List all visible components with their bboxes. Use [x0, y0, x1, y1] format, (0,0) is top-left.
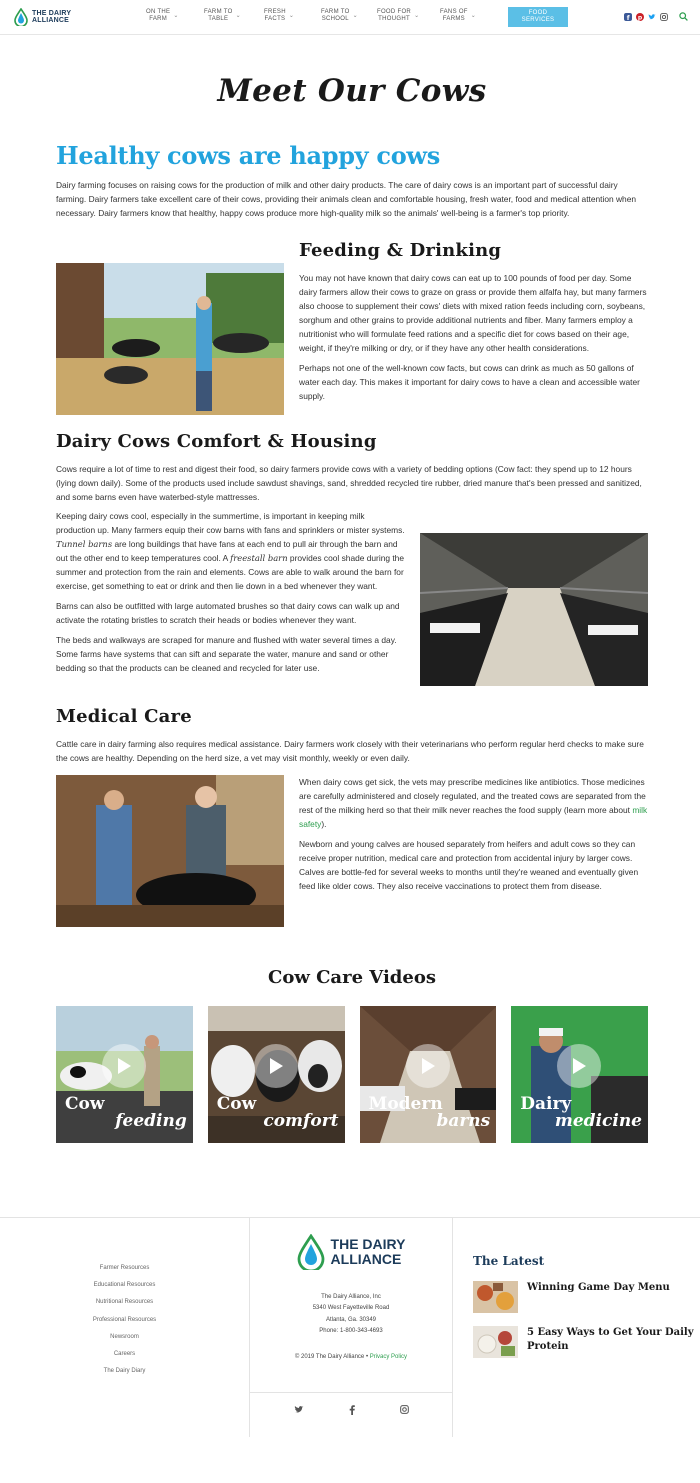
latest-heading: The Latest	[473, 1254, 545, 1268]
comfort-paragraph-3: The beds and walkways are scraped for manure and flushed with water several times a day. Some farms have systems that can sift and separate the water, manure and sand or other bedding so that the products can be cleaned and recycled for later use.	[56, 635, 397, 673]
barn-photo	[420, 533, 648, 686]
comfort-section	[56, 509, 648, 686]
play-button[interactable]	[254, 1044, 298, 1088]
medical-paragraph-1	[299, 775, 648, 831]
address-block	[250, 1292, 452, 1337]
medical-text	[299, 775, 648, 927]
medical-intro: Cattle care in dairy farming also requires medical assistance. Dairy farmers work closely with their veterinarians who perform regular herd checks to make sure the cows are healthy. Depending on the herd size, a vet may visit monthly, weekly or even daily.	[56, 739, 644, 763]
chevron-down-icon: ⌄	[414, 12, 420, 19]
svg-text:p: p	[637, 14, 643, 21]
video-title-word2: comfort	[263, 1111, 339, 1131]
chevron-down-icon: ⌄	[288, 12, 295, 19]
site-header	[0, 0, 700, 35]
nav-label-line2: FARM	[149, 16, 168, 22]
nav-fresh-facts[interactable]	[264, 9, 321, 23]
address-org: The Dairy Alliance, Inc	[321, 1294, 381, 1300]
privacy-policy-link[interactable]: Privacy Policy	[369, 1354, 408, 1361]
facebook-icon[interactable]	[624, 13, 632, 21]
nav-label-line1: FARM TO	[321, 9, 350, 15]
latest-item[interactable]	[473, 1281, 700, 1313]
feeding-photo	[56, 263, 284, 415]
nav-label-line2: THOUGHT	[378, 16, 410, 22]
nav-label-line2: FACTS	[264, 16, 286, 22]
header-social	[624, 13, 668, 21]
play-icon	[116, 1057, 132, 1075]
nav-label-line2: SCHOOL	[321, 16, 349, 22]
comfort-text	[56, 509, 405, 686]
footer-link-newsroom[interactable]: Newsroom	[110, 1333, 139, 1340]
text-span: ).	[321, 819, 327, 829]
footer-latest	[453, 1218, 700, 1437]
footer-logo[interactable]	[250, 1234, 452, 1270]
comfort-paragraph-1	[56, 509, 405, 593]
logo-line-1: THE DAIRY	[32, 9, 72, 17]
play-icon	[268, 1057, 284, 1075]
video-title-word1: Cow	[216, 1094, 257, 1114]
video-card-dairy-medicine[interactable]	[511, 1006, 648, 1143]
intro-paragraph: Dairy farming focuses on raising cows for the production of milk and other dairy products. The care of dairy cows is an important part of successful dairy farming. Dairy farmers take excellent care of their cows, providing their animals clean and comfortable housing, fresh water, food and medical attention when necessary. Dairy farmers know that healthy, happy cows produce more high-quality milk so the animals' well-being is a farmer's top priority.	[56, 180, 637, 218]
play-button[interactable]	[406, 1044, 450, 1088]
milk-safety-link[interactable]: milk safety	[299, 805, 648, 829]
videos-heading: Cow Care Videos	[268, 967, 436, 988]
headline: Healthy cows are happy cows	[56, 141, 440, 170]
main-nav	[146, 9, 490, 23]
video-title-word2: medicine	[554, 1111, 642, 1131]
video-title-word1: Dairy	[520, 1094, 572, 1114]
latest-thumbnail	[473, 1326, 518, 1358]
footer-links	[0, 1218, 250, 1437]
cta-line1: FOOD	[528, 10, 548, 16]
nav-label-line1: FANS OF	[440, 9, 468, 15]
text-span: are long buildings that have fans at each end to pull air through the barn and out the other end to keep temperatures cool. A	[56, 539, 398, 563]
comfort-heading: Dairy Cows Comfort & Housing	[56, 431, 377, 452]
video-card-cow-feeding[interactable]	[56, 1006, 193, 1143]
search-icon[interactable]	[679, 12, 688, 21]
latest-title: 5 Easy Ways to Get Your Daily Protein	[527, 1327, 694, 1352]
site-logo[interactable]	[14, 8, 124, 26]
food-services-button[interactable]	[508, 7, 568, 27]
medical-paragraph-2: Newborn and young calves are housed separately from heifers and adult cows so they can receive proper nutrition, medical care and protection from accidental injury by larger cows. Calves are bottle-fed for several weeks to months until they're weaned and eventually given feed like older cows. They also receive vaccinations to protect them from disease.	[299, 839, 639, 891]
latest-title: Winning Game Day Menu	[527, 1282, 670, 1293]
footer-logo-line1: THE DAIRY	[330, 1236, 406, 1252]
video-card-cow-comfort[interactable]	[208, 1006, 345, 1143]
site-footer	[0, 1217, 700, 1437]
feeding-section	[56, 240, 648, 415]
feeding-paragraph-1: You may not have known that dairy cows can eat up to 100 pounds of food per day. Some dairy farmers allow their cows to graze on grass or provide them alfalfa hay, but many farmers also choose to supplement their cows' diets with mixed ration feeds including corn, soybeans, sorghum and other grains to provide additional nutrients and fiber. Many farmers employ a nutritionist who will formulate feed rations and a specific diet for cows based on their age, weight, if they're milking or dry, or if they have any other health considerations.	[299, 273, 647, 353]
footer-info	[250, 1218, 452, 1393]
video-title-word2: barns	[436, 1111, 491, 1131]
copyright-text: © 2019 The Dairy Alliance •	[294, 1354, 370, 1361]
video-title-word2: feeding	[115, 1111, 187, 1131]
freestall-barn-term: freestall barn	[230, 553, 288, 563]
text-span: When dairy cows get sick, the vets may prescribe medicines like antibiotics. Those medicines are carefully administered and closely regulated, and the treated cows are separated from the rest of the milking herd so that their milk never reaches the food supply (learn more about	[299, 777, 646, 815]
medical-heading: Medical Care	[56, 706, 192, 727]
play-button[interactable]	[102, 1044, 146, 1088]
footer-logo-line2: ALLIANCE	[330, 1251, 402, 1267]
nav-label-line1: ON THE	[146, 9, 171, 15]
nav-label-line1: FARM TO	[204, 9, 233, 15]
comfort-paragraph-2: Barns can also be outfitted with large automated brushes so that dairy cows can walk up and activate the rotating bristles to scratch their heads or bodies whenever they want.	[56, 601, 400, 625]
nav-label-line2: TABLE	[208, 16, 229, 22]
video-card-modern-barns[interactable]	[360, 1006, 497, 1143]
nav-farm-to-table[interactable]	[204, 9, 264, 23]
latest-thumbnail	[473, 1281, 518, 1313]
feeding-heading: Feeding & Drinking	[299, 240, 502, 261]
droplet-logo-icon	[14, 8, 28, 26]
main-content	[0, 73, 700, 1143]
footer-link-nutritional-resources[interactable]: Nutritional Resources	[95, 1299, 154, 1306]
instagram-icon[interactable]	[400, 1405, 409, 1414]
comfort-intro: Cows require a lot of time to rest and digest their food, so dairy farmers provide cows with a variety of bedding options (Cow fact: they spend up to 12 hours (lying down daily). Some of the products used include sawdust shavings, sand, shredded recycled tire rubber, dried manure that's been pressed and sanitized, and some barns even have waterbed-style mattresses.	[56, 464, 642, 502]
address-street: 5340 West Fayetteville Road	[312, 1305, 390, 1312]
footer-link-dairy-diary[interactable]: The Dairy Diary	[103, 1368, 146, 1375]
text-span: Keeping dairy cows cool, especially in the summertime, is important in keeping milk production up. Many farmers equip their cow barns with fans and sprinklers or mister systems.	[56, 511, 405, 535]
footer-link-professional-resources[interactable]: Professional Resources	[92, 1316, 157, 1323]
chevron-down-icon: ⌄	[235, 12, 241, 19]
svg-text:f: f	[626, 14, 630, 21]
play-icon	[571, 1057, 587, 1075]
nav-fans-of-farms[interactable]	[440, 9, 490, 23]
latest-item[interactable]	[473, 1326, 700, 1358]
nav-on-the-farm[interactable]	[146, 9, 204, 23]
instagram-icon[interactable]	[660, 13, 668, 21]
medical-section	[56, 775, 648, 927]
facebook-icon[interactable]	[349, 1405, 355, 1415]
chevron-down-icon: ⌄	[352, 12, 358, 19]
nav-label-line2: FARMS	[442, 16, 465, 22]
tunnel-barns-term: Tunnel barns	[56, 539, 113, 549]
twitter-icon[interactable]	[648, 13, 656, 21]
video-title-word1: Cow	[65, 1094, 105, 1114]
vet-photo	[56, 775, 284, 927]
nav-label-line1: FRESH	[264, 9, 286, 15]
play-button[interactable]	[557, 1044, 601, 1088]
feeding-paragraph-2: Perhaps not one of the well-known cow facts, but cows can drink as much as 50 gallons of water each day. This makes it important for dairy cows to have a clean and accessible water supply.	[299, 363, 640, 401]
twitter-icon[interactable]	[294, 1405, 304, 1414]
droplet-logo-icon	[297, 1234, 325, 1270]
nav-food-for-thought[interactable]	[377, 9, 440, 23]
video-title-word1: Modern	[368, 1094, 443, 1114]
footer-center	[250, 1218, 453, 1437]
address-phone: Phone: 1-800-343-4693	[319, 1327, 383, 1334]
address-city: Atlanta, Ga. 30349	[325, 1316, 377, 1323]
feeding-text	[299, 240, 648, 415]
footer-link-educational-resources[interactable]: Educational Resources	[93, 1282, 156, 1289]
logo-line-2: ALLIANCE	[32, 17, 69, 24]
nav-farm-to-school[interactable]	[321, 9, 377, 23]
video-grid	[56, 1006, 648, 1143]
footer-link-farmer-resources[interactable]: Farmer Resources	[99, 1265, 150, 1271]
pinterest-icon[interactable]	[636, 13, 644, 21]
text-span: provides cool shade during the summer and protection from the rain and elements. Cows are able to walk around the barn for exercise, get something to eat or drink and then lie down in a bed whenever they want.	[56, 553, 404, 591]
play-icon	[420, 1057, 436, 1075]
cta-line2: SERVICES	[521, 17, 555, 23]
footer-link-careers[interactable]: Careers	[113, 1351, 136, 1358]
nav-label-line1: FOOD FOR	[377, 9, 412, 15]
footer-social	[250, 1393, 452, 1415]
page-title: Meet Our Cows	[217, 73, 487, 109]
copyright	[250, 1354, 452, 1360]
chevron-down-icon: ⌄	[470, 12, 477, 19]
chevron-down-icon: ⌄	[173, 12, 179, 19]
